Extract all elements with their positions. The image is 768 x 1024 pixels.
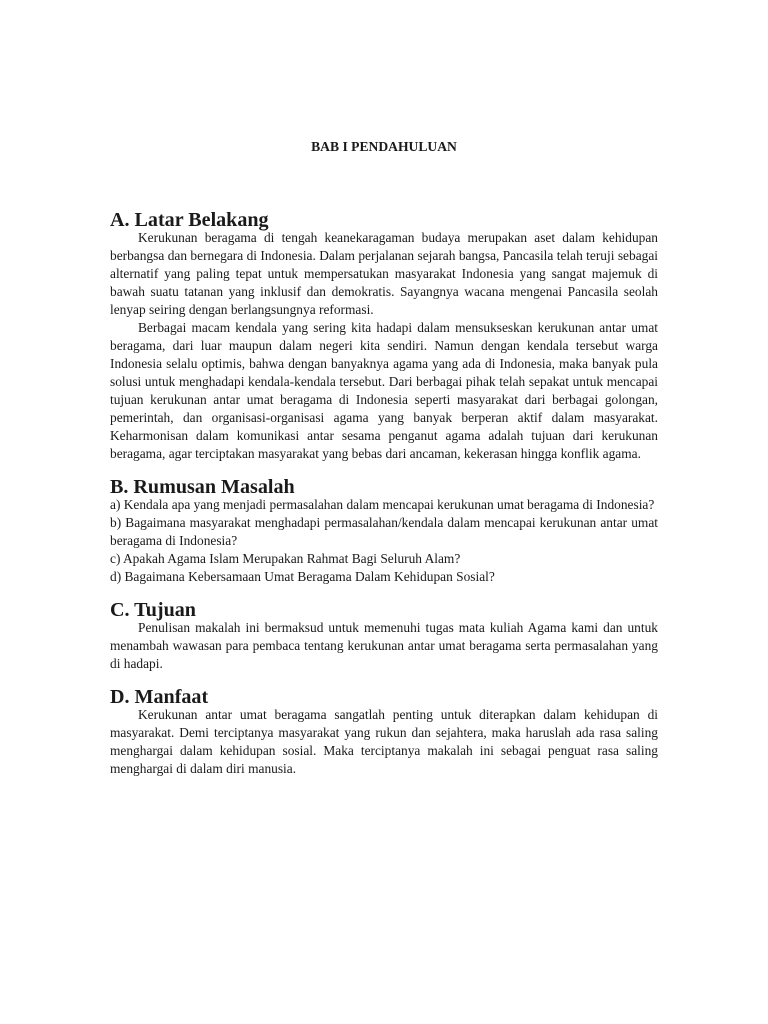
document-page [110,0,658,1024]
list-item: a) Kendala apa yang menjadi permasalahan dalam mencapai kerukunan umat beragama di Indonesia? [110,497,655,512]
paragraph: Kerukunan beragama di tengah keanekaragaman budaya merupakan aset dalam kehidupan berbangsa dan bernegara di Indonesia. Dalam perjalanan sejarah bangsa, Pancasila telah teruji sebagai alternatif yang paling tepat untuk mempersatukan masyarakat Indonesia yang sangat majemuk di bawah suatu tatanan yang inklusif dan demokratis. Sayangnya wacana mengenai Pancasila seolah lenyap seiring dengan berlangsungnya reformasi. [110,230,658,317]
list-item: d) Bagaimana Kebersamaan Umat Beragama Dalam Kehidupan Sosial? [110,569,495,584]
section-heading: A. Latar Belakang [110,209,269,231]
section-heading: C. Tujuan [110,599,196,621]
section-rumusan-masalah [110,478,658,586]
section-latar-belakang [110,211,658,463]
document-body [110,211,658,778]
list-item: c) Apakah Agama Islam Merupakan Rahmat Bagi Seluruh Alam? [110,551,461,566]
section-manfaat [110,688,658,778]
paragraph: Penulisan makalah ini bermaksud untuk memenuhi tugas mata kuliah Agama kami dan untuk menambah wawasan para pembaca tentang kerukunan antar umat beragama serta permasalahan yang di hadapi. [110,620,658,671]
question-list [110,496,658,586]
section-tujuan [110,601,658,673]
list-item: b) Bagaimana masyarakat menghadapi permasalahan/kendala dalam mencapai kerukunan antar umat beragama di Indonesia? [110,515,658,548]
page-title: BAB I PENDAHULUAN [311,139,457,154]
paragraph: Kerukunan antar umat beragama sangatlah penting untuk diterapkan dalam kehidupan di masyarakat. Demi terciptanya masyarakat yang rukun dan sejahtera, maka haruslah ada rasa saling menghargai dalam kehidupan sosial. Maka terciptanya makalah ini sebagai penguat rasa saling menghargai di dalam diri manusia. [110,707,658,776]
section-heading: B. Rumusan Masalah [110,476,295,498]
section-heading: D. Manfaat [110,686,209,708]
paragraph: Berbagai macam kendala yang sering kita hadapi dalam mensukseskan kerukunan antar umat beragama, dari luar maupun dalam negeri kita sendiri. Namun dengan kendala tersebut warga Indonesia selalu optimis, bahwa dengan banyaknya agama yang ada di Indonesia, maka banyak pula solusi untuk menghadapi kendala-kendala tersebut. Dari berbagai pihak telah sepakat untuk mencapai tujuan kerukunan antar umat beragama di Indonesia seperti masyarakat dari berbagai golongan, pemerintah, dan organisasi-organisasi agama yang banyak berperan aktif dalam masyarakat. Keharmonisan dalam komunikasi antar sesama penganut agama adalah tujuan dari kerukunan beragama, agar terciptakan masyarakat yang bebas dari ancaman, kekerasan hingga konflik agama. [110,320,658,461]
